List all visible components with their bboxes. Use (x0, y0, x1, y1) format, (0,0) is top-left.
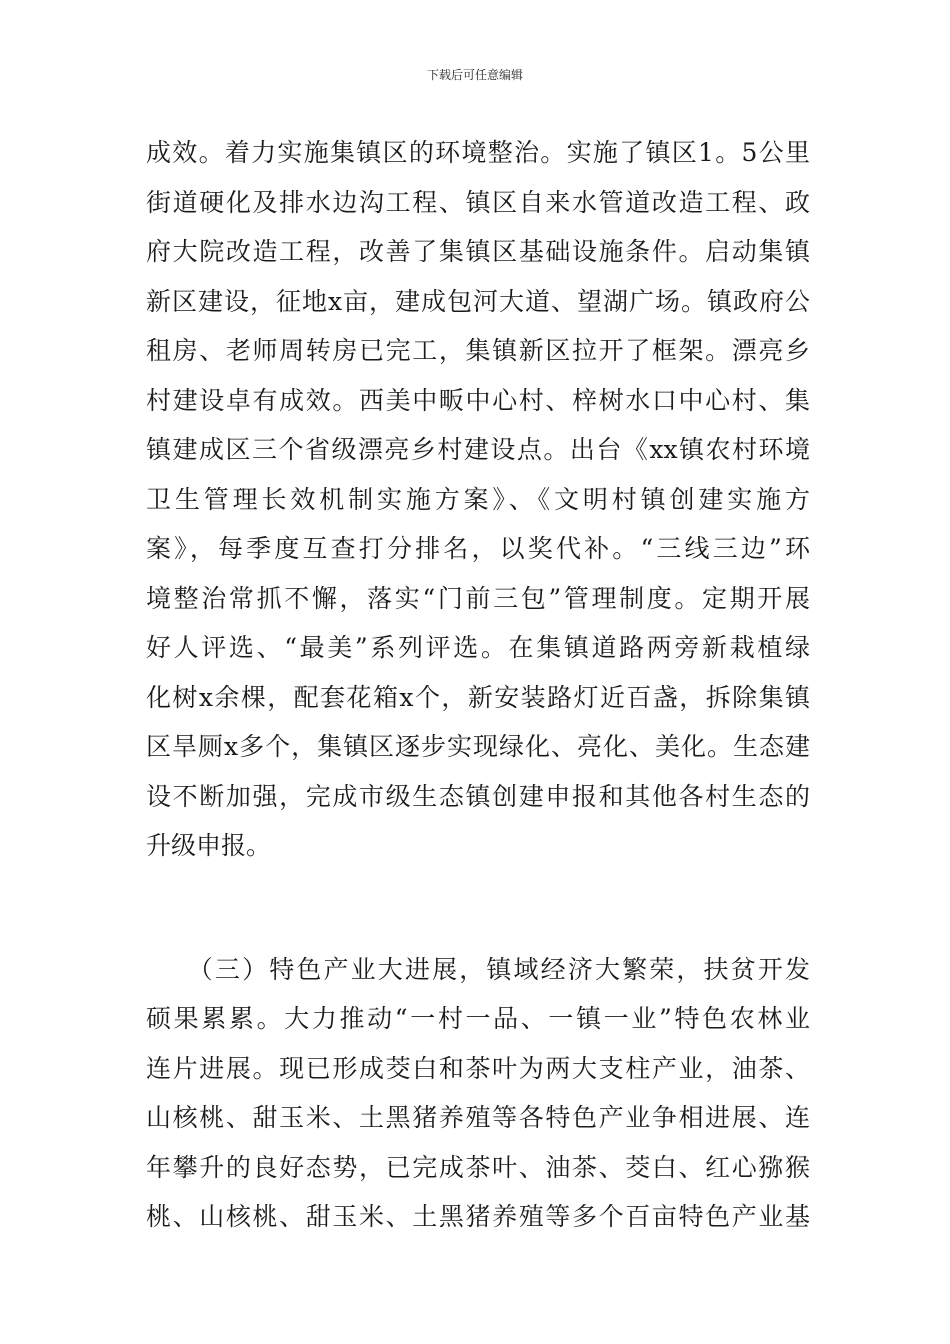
text-line: 设不断加强，完成市级生态镇创建申报和其他各村生态的 (146, 781, 810, 811)
text-line: 卫生管理长效机制实施方案》、《文明村镇创建实施方 (146, 484, 810, 514)
paragraph-1 (146, 128, 810, 871)
paragraph-2 (146, 945, 810, 1242)
text-line: 化树x余棵，配套花箱x个，新安装路灯近百盏，拆除集镇 (146, 682, 810, 712)
text-line: 境整治常抓不懈，落实“门前三包”管理制度。定期开展 (146, 583, 810, 613)
text-line: 府大院改造工程，改善了集镇区基础设施条件。启动集镇 (146, 237, 810, 266)
text-line: 街道硬化及排水边沟工程、镇区自来水管道改造工程、政 (146, 187, 810, 217)
text-line: 好人评选、“最美”系列评选。在集镇道路两旁新栽植绿 (146, 633, 810, 662)
text-line: 村建设卓有成效。西美中畈中心村、梓树水口中心村、集 (146, 385, 810, 415)
page-header: 下载后可任意编辑 (426, 68, 523, 82)
document-body (146, 128, 810, 1242)
text-line: 硕果累累。大力推动“一村一品、一镇一业”特色农林业 (146, 1004, 810, 1033)
text-line: 升级申报。 (146, 831, 272, 860)
text-line: 桃、山核桃、甜玉米、土黑猪养殖等多个百亩特色产业基 (146, 1202, 810, 1231)
text-line: 镇建成区三个省级漂亮乡村建设点。出台《xx镇农村环境 (146, 435, 810, 464)
text-line: （三）特色产业大进展，镇域经济大繁荣，扶贫开发 (146, 954, 810, 984)
text-line: 案》，每季度互查打分排名，以奖代补。“三线三边”环 (146, 534, 810, 563)
text-line: 连片进展。现已形成茭白和茶叶为两大支柱产业，油茶、 (146, 1053, 810, 1083)
text-line: 年攀升的良好态势，已完成茶叶、油茶、茭白、红心猕猴 (146, 1152, 810, 1182)
text-line: 区旱厕x多个，集镇区逐步实现绿化、亮化、美化。生态建 (146, 732, 810, 761)
paragraph-spacer (146, 871, 810, 945)
text-line: 新区建设，征地x亩，建成包河大道、望湖广场。镇政府公 (146, 286, 810, 316)
text-line: 成效。着力实施集镇区的环境整治。实施了镇区1。5公里 (146, 138, 810, 167)
text-line: 山核桃、甜玉米、土黑猪养殖等各特色产业争相进展、连 (146, 1103, 810, 1132)
text-line: 租房、老师周转房已完工，集镇新区拉开了框架。漂亮乡 (146, 336, 810, 365)
